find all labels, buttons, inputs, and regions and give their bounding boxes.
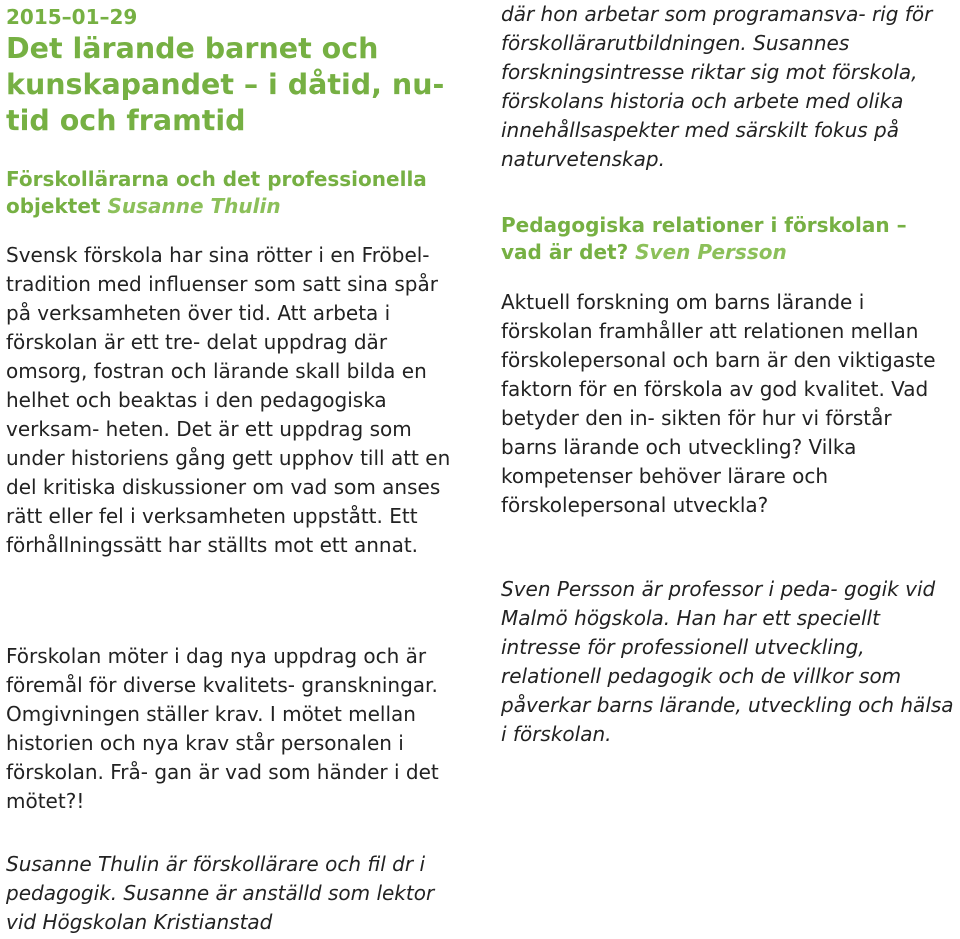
article1-author-bio: Susanne Thulin är förskollärare och fil dr i pedagogik. Susanne är anställd som lektor vid Högskolan Kristianstad [6,852,435,934]
article1-author-bio-continued: där hon arbetar som programansva- rig för förskollärarutbildningen. Susannes forskningsintresse riktar sig mot förskola, förskolans historia och arbete med olika innehållsaspekter med särskilt fokus på naturvetenskap. [501,2,933,171]
page-title: Det lärande barnet och kunskapandet – i dåtid, nu- tid och framtid [6,32,445,137]
article1-heading-text: Förskollärarna och det professionella objektet [6,167,427,218]
article2-author: Sven Persson [635,240,787,264]
article2-heading-text: Pedagogiska relationer i förskolan – vad är det? [501,213,907,264]
article2-paragraph-1: Aktuell forskning om barns lärande i förskolan framhåller att relationen mellan förskolepersonal och barn är den viktigaste faktorn för en förskola av god kvalitet. Vad betyder den in- sikten för hur vi förstår barns lärande och utveckling? Vilka kompetenser behöver lärare och förskolepersonal utveckla? [501,290,936,517]
article1-paragraph-2: Förskolan möter i dag nya uppdrag och är föremål för diverse kvalitets- granskningar. Omgivningen ställer krav. I mötet mellan historien och nya krav står personalen i förskolan. Frå- gan är vad som händer i det mötet?! [6,644,439,813]
article2-heading [501,212,941,266]
article2-author-bio: Sven Persson är professor i peda- gogik vid Malmö högskola. Han har ett speciellt intresse för professionell utveckling, relationell pedagogik och de villkor som påverkar barns lärande, utveckling och hälsa i förskolan. [501,577,954,746]
article1-paragraph-1: Svensk förskola har sina rötter i en Fröbel-tradition med influenser som satt sina spår på verksamheten över tid. Att arbeta i förskolan är ett tre- delat uppdrag där omsorg, fostran och lärande skall bilda en helhet och beaktas i den pedagogiska verksam- heten. Det är ett uppdrag som under historiens gång gett upphov till att en del kritiska diskussioner om vad som anses rätt eller fel i verksamheten uppstått. Ett förhållningssätt har ställts mot ett annat. [6,243,451,557]
article1-author: Susanne Thulin [107,194,281,218]
date-label: 2015–01–29 [6,5,138,29]
article1-heading [6,166,468,220]
